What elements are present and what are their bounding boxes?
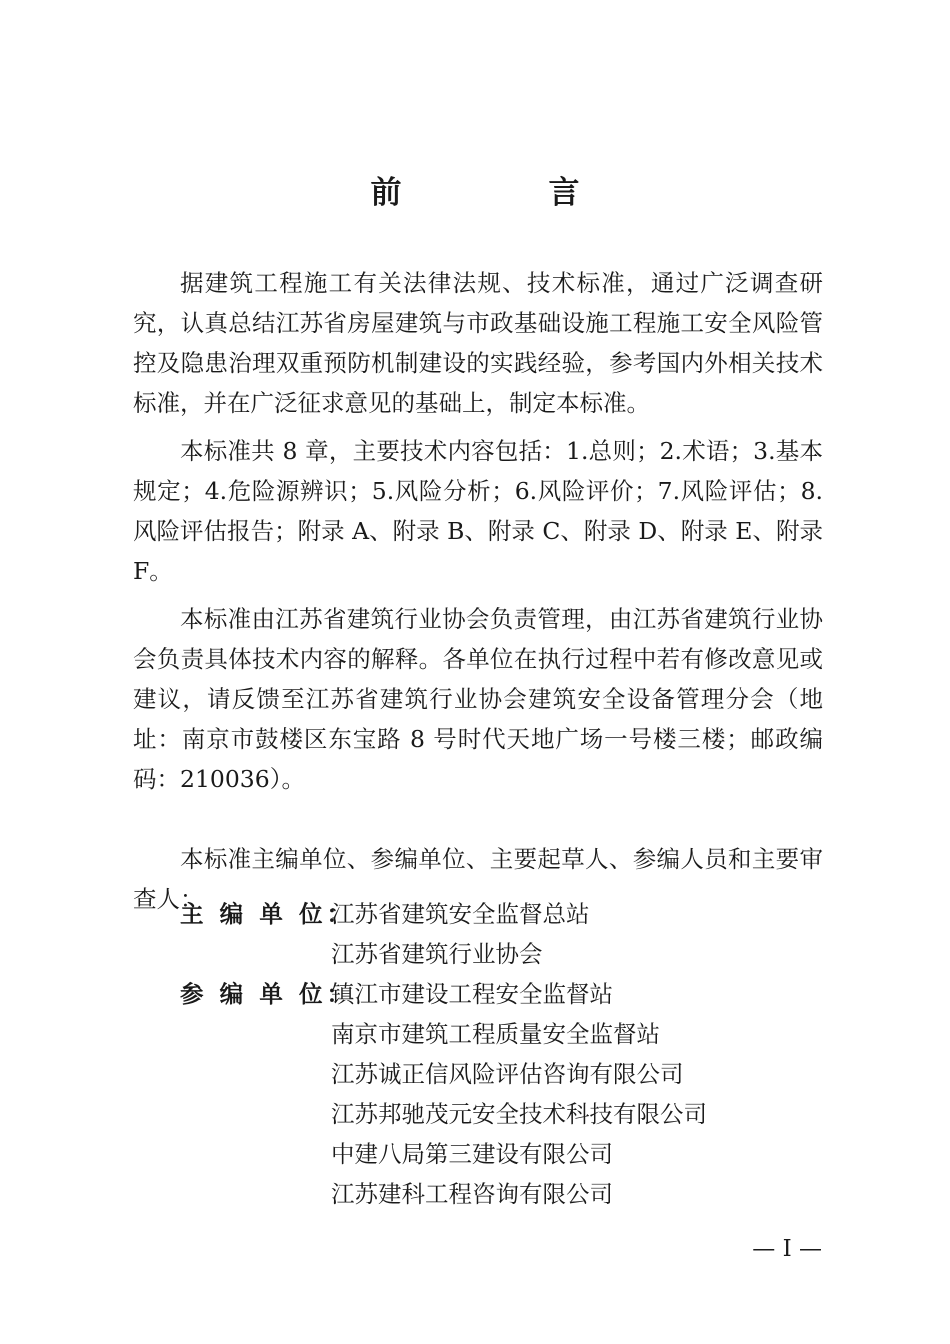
page-number: — I — [752, 1236, 822, 1262]
participating-unit-item: 镇江市建设工程安全监督站 [331, 980, 613, 1008]
chief-unit-item: 江苏省建筑行业协会 [331, 940, 543, 968]
page-title: 前 言 [370, 175, 638, 211]
paragraph-basis: 据建筑工程施工有关法律法规、技术标准，通过广泛调查研究，认真总结江苏省房屋建筑与市政基础设施工程施工安全风险管控及隐患治理双重预防机制建设的实践经验，参考国内外相关技术标准，并在广泛征求意见的基础上，制定本标准。 [133, 269, 823, 417]
participating-unit-row [180, 1094, 707, 1134]
preface-body [133, 263, 823, 927]
participating-unit-item: 中建八局第三建设有限公司 [331, 1140, 613, 1168]
participating-units-label: 参 编 单 位： [180, 980, 355, 1008]
participating-unit-item: 江苏诚正信风险评估咨询有限公司 [331, 1060, 684, 1088]
participating-unit-row [180, 974, 707, 1014]
participating-unit-item: 南京市建筑工程质量安全监督站 [331, 1020, 660, 1048]
units-list [180, 894, 707, 1214]
paragraph-units-intro: 本标准主编单位、参编单位、主要起草人、参编人员和主要审查人： [133, 845, 823, 913]
chief-unit-row [180, 934, 707, 974]
participating-unit-row [180, 1054, 707, 1094]
participating-unit-row [180, 1174, 707, 1214]
participating-unit-item: 江苏邦驰茂元安全技术科技有限公司 [331, 1100, 707, 1128]
participating-unit-row [180, 1014, 707, 1054]
chief-units-label: 主 编 单 位： [180, 900, 355, 928]
participating-unit-item: 江苏建科工程咨询有限公司 [331, 1180, 613, 1208]
paragraph-contents: 本标准共 8 章，主要技术内容包括：1.总则；2.术语；3.基本规定；4.危险源辨识；5.风险分析；6.风险评价；7.风险评估；8.风险评估报告；附录 A、附录 B、附录 C、附录 D、附录 E、附录 F。 [133, 437, 823, 585]
paragraph-management: 本标准由江苏省建筑行业协会负责管理，由江苏省建筑行业协会负责具体技术内容的解释。各单位在执行过程中若有修改意见或建议，请反馈至江苏省建筑行业协会建筑安全设备管理分会（地址：南京市鼓楼区东宝路 8 号时代天地广场一号楼三楼；邮政编码：210036）。 [133, 605, 823, 793]
chief-unit-item: 江苏省建筑安全监督总站 [331, 900, 590, 928]
participating-unit-row [180, 1134, 707, 1174]
chief-unit-row [180, 894, 707, 934]
